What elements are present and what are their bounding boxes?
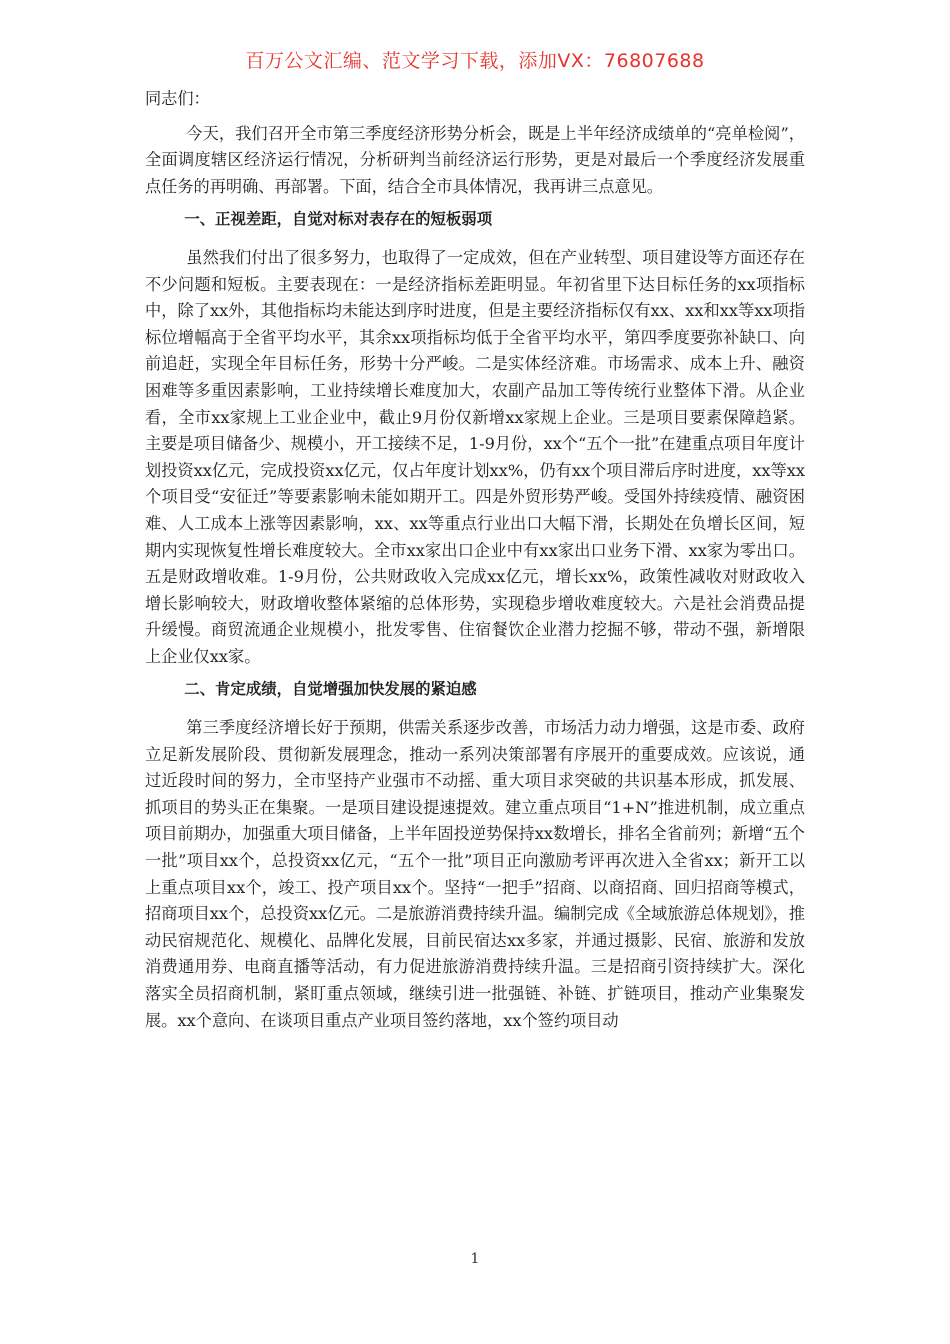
section-2-heading: 二、肯定成绩，自觉增强加快发展的紧迫感 [184,680,477,699]
intro-paragraph: 今天，我们召开全市第三季度经济形势分析会，既是上半年经济成绩单的“亮单检阅”，全面调度辖区经济运行情况，分析研判当前经济运行形势，更是对最后一个季度经济发展重点任务的再明确、再部署。下面，结合全市具体情况，我再讲三点意见。 [145,123,805,196]
document-body [145,86,805,1040]
page-number: 1 [470,1251,480,1267]
watermark-banner: 百万公文汇编、范文学习下载，添加VX：76807688 [245,50,705,72]
salutation: 同志们： [145,89,210,108]
section-2-paragraph: 第三季度经济增长好于预期，供需关系逐步改善，市场活力动力增强，这是市委、政府立足新发展阶段、贯彻新发展理念，推动一系列决策部署有序展开的重要成效。应该说，通过近段时间的努力，全市坚持产业强市不动摇、重大项目求突破的共识基本形成，抓发展、抓项目的势头正在集聚。一是项目建设提速提效。建立重点项目“1+N”推进机制，成立重点项目前期办，加强重大项目储备，上半年固投逆势保持xx数增长，排名全省前列；新增“五个一批”项目xx个，总投资xx亿元，“五个一批”项目正向激励考评再次进入全省xx；新开工以上重点项目xx个，竣工、投产项目xx个。坚持“一把手”招商、以商招商、回归招商等模式，招商项目xx个，总投资xx亿元。二是旅游消费持续升温。编制完成《全域旅游总体规划》，推动民宿规范化、规模化、品牌化发展，目前民宿达xx多家，并通过摄影、民宿、旅游和发放消费通用券、电商直播等活动，有力促进旅游消费持续升温。三是招商引资持续扩大。深化落实全员招商机制，紧盯重点领域，继续引进一批强链、补链、扩链项目，推动产业集聚发展。xx个意向、在谈项目重点产业项目签约落地，xx个签约项目动 [145,718,805,1030]
section-1-heading: 一、正视差距，自觉对标对表存在的短板弱项 [184,210,493,229]
section-1-paragraph: 虽然我们付出了很多努力，也取得了一定成效，但在产业转型、项目建设等方面还存在不少问题和短板。主要表现在：一是经济指标差距明显。年初省里下达目标任务的xx项指标中，除了xx外，其他指标均未能达到序时进度，但是主要经济指标仅有xx、xx和xx等xx项指标位增幅高于全省平均水平，其余xx项指标均低于全省平均水平，第四季度要弥补缺口、向前追赶，实现全年目标任务，形势十分严峻。二是实体经济难。市场需求、成本上升、融资困难等多重因素影响，工业持续增长难度加大，农副产品加工等传统行业整体下滑。从企业看，全市xx家规上工业企业中，截止9月份仅新增xx家规上企业。三是项目要素保障趋紧。主要是项目储备少、规模小，开工接续不足，1-9月份，xx个“五个一批”在建重点项目年度计划投资xx亿元，完成投资xx亿元，仅占年度计划xx%，仍有xx个项目滞后序时进度，xx等xx个项目受“安征迁”等要素影响未能如期开工。四是外贸形势严峻。受国外持续疫情、融资困难、人工成本上涨等因素影响，xx、xx等重点行业出口大幅下滑，长期处在负增长区间，短期内实现恢复性增长难度较大。全市xx家出口企业中有xx家出口业务下滑、xx家为零出口。五是财政增收难。1-9月份，公共财政收入完成xx亿元，增长xx%，政策性减收对财政收入增长影响较大，财政增收整体紧缩的总体形势，实现稳步增收难度较大。六是社会消费品提升缓慢。商贸流通企业规模小，批发零售、住宿餐饮企业潜力挖掘不够，带动不强，新增限上企业仅xx家。 [145,247,805,666]
